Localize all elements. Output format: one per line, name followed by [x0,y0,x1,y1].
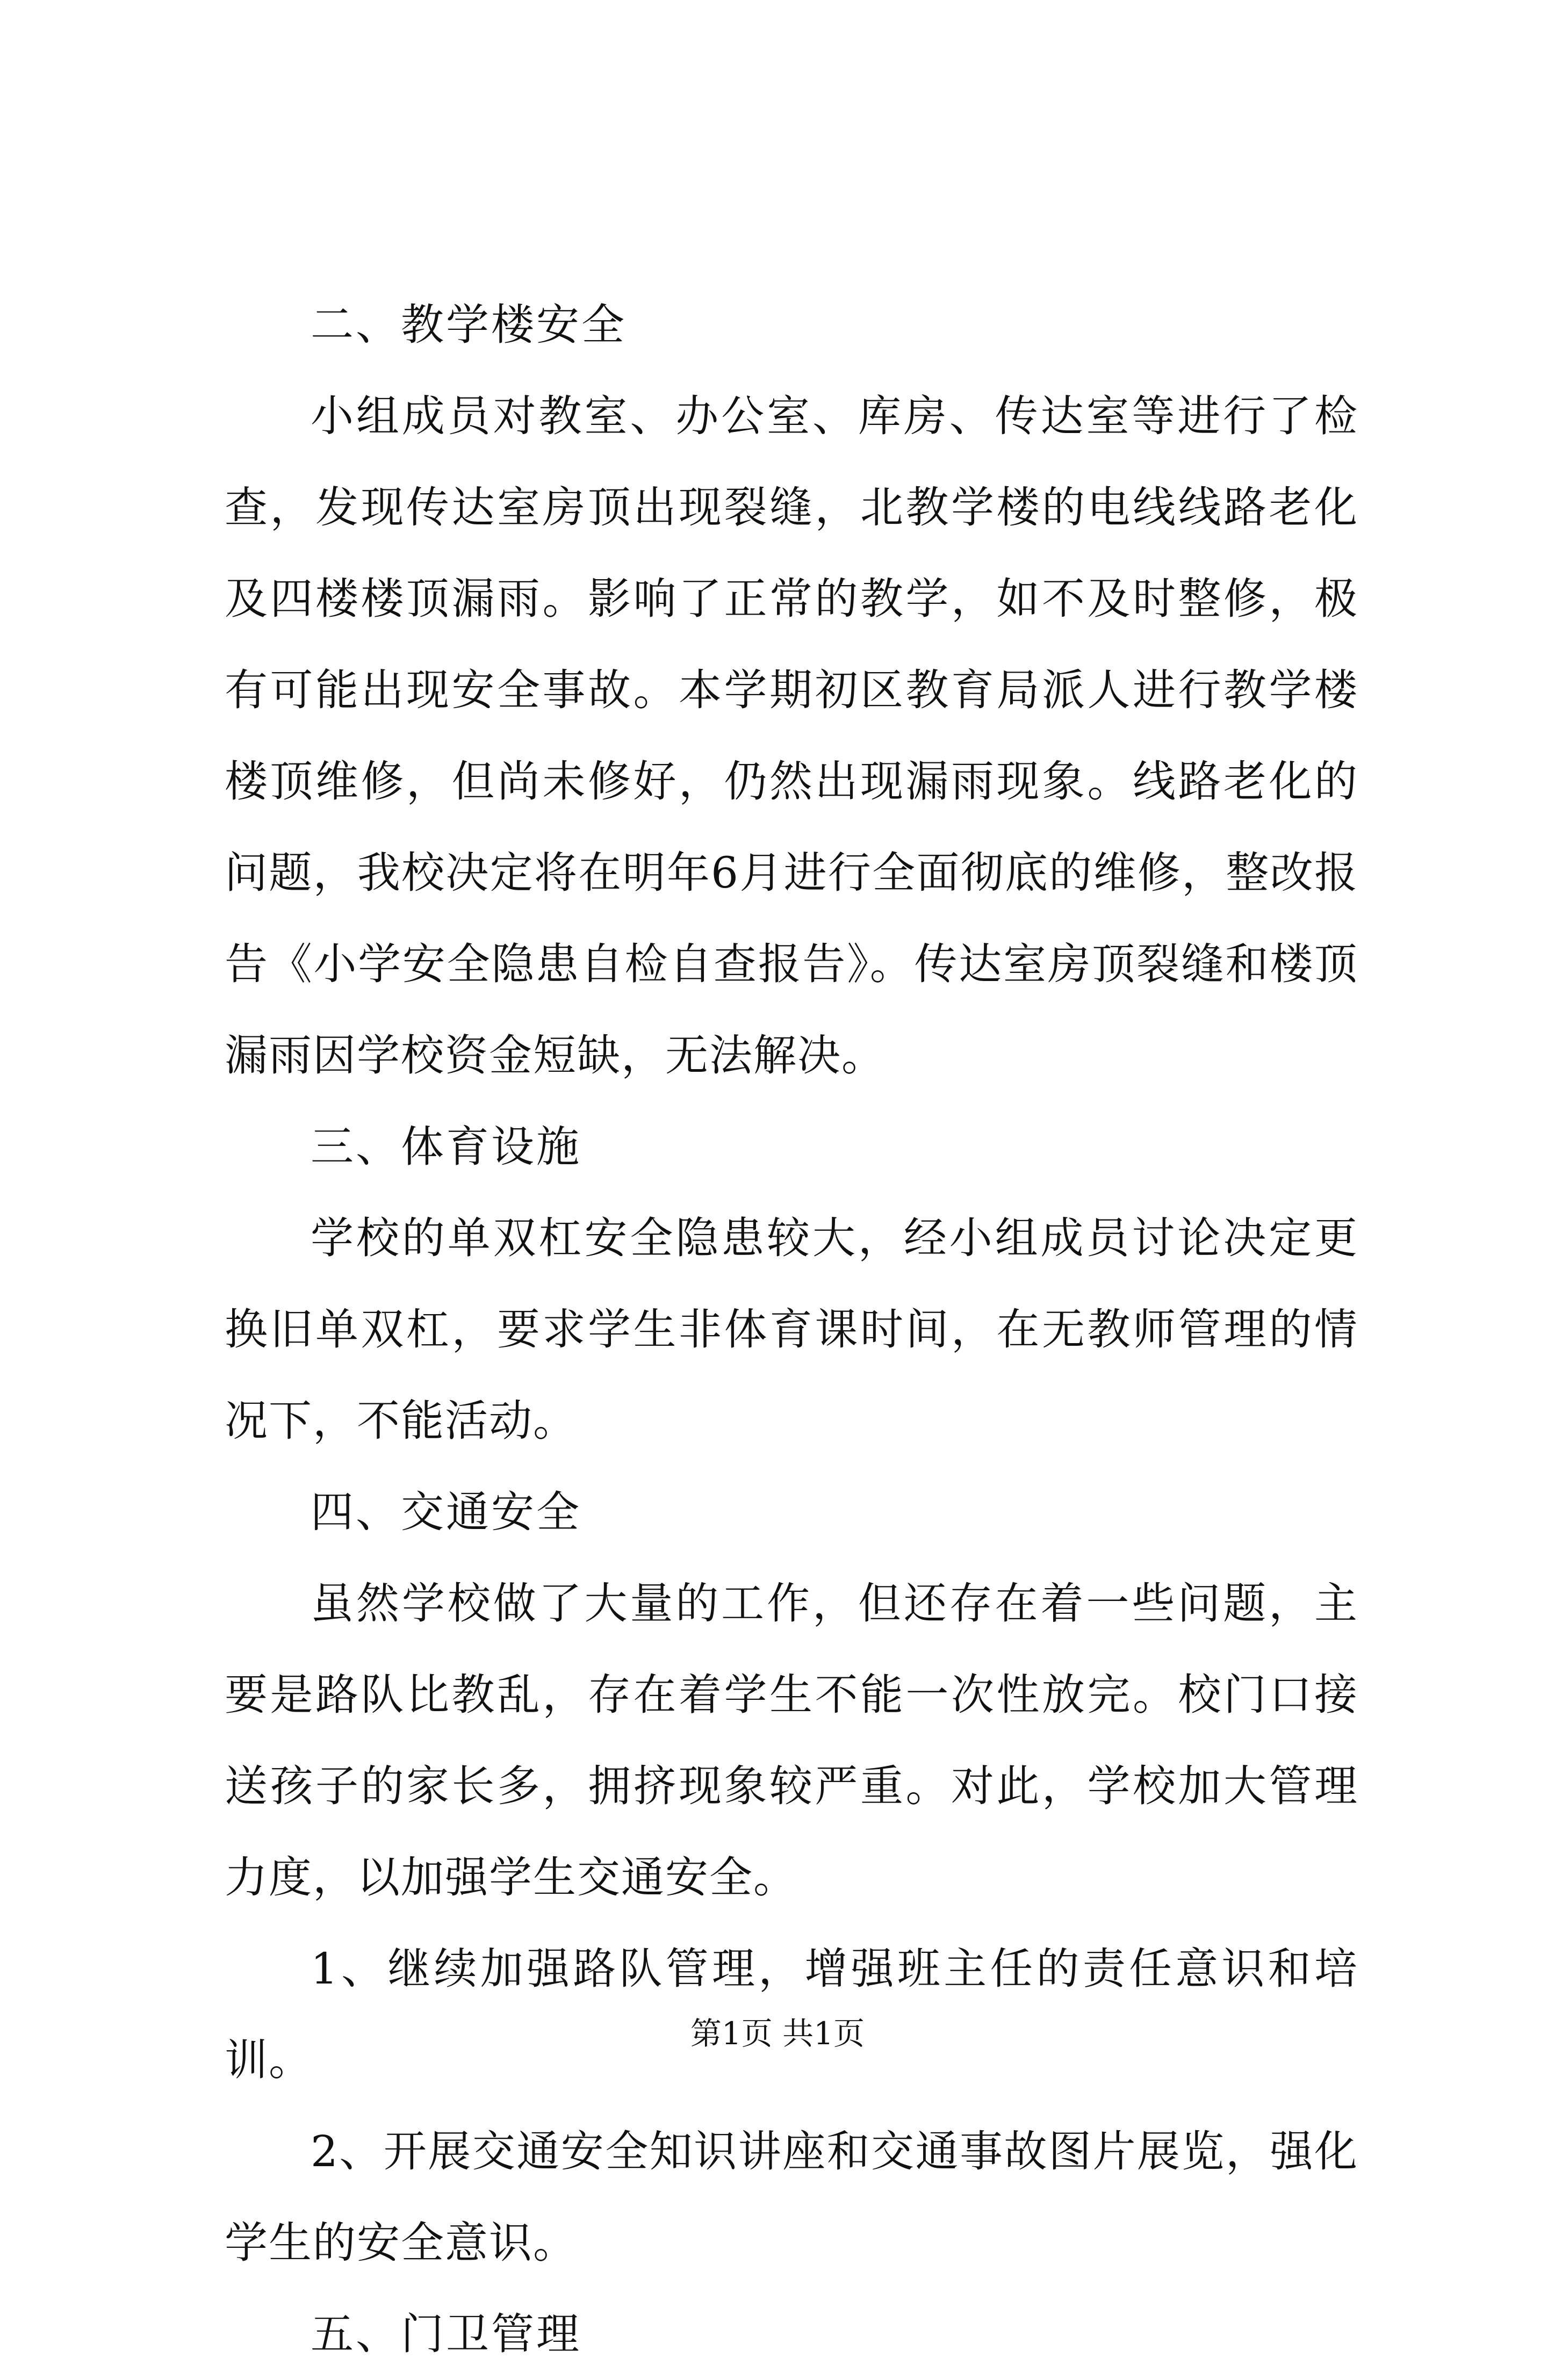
page-footer: 第1页 共1页 [690,2015,865,2052]
document-body [225,279,1358,2380]
paragraph-teaching-building: 小组成员对教室、办公室、库房、传达室等进行了检查，发现传达室房顶出现裂缝，北教学楼的电线线路老化及四楼楼顶漏雨。影响了正常的教学，如不及时整修，极有可能出现安全事故。本学期初区教育局派人进行教学楼楼顶维修，但尚未修好，仍然出现漏雨现象。线路老化的问题，我校决定将在明年6月进行全面彻底的维修，整改报告《小学安全隐患自检自查报告》。传达室房顶裂缝和楼顶漏雨因学校资金短缺，无法解决。 [225,391,1358,1080]
list-item-traffic-2: 2、开展交通安全知识讲座和交通事故图片展览，强化学生的安全意识。 [225,2126,1358,2268]
paragraph-sports-facilities: 学校的单双杠安全隐患较大，经小组成员讨论决定更换旧单双杠，要求学生非体育课时间，在无教师管理的情况下，不能活动。 [225,1213,1358,1446]
section-heading-gate-management: 五、门卫管理 [311,2309,581,2359]
paragraph-traffic-safety: 虽然学校做了大量的工作，但还存在着一些问题，主要是路队比教乱，存在着学生不能一次性放完。校门口接送孩子的家长多，拥挤现象较严重。对此，学校加大管理力度，以加强学生交通安全。 [225,1578,1358,1902]
section-heading-traffic-safety: 四、交通安全 [311,1487,581,1537]
section-heading-teaching-building: 二、教学楼安全 [311,300,627,350]
list-item-traffic-1: 1、继续加强路队管理，增强班主任的责任意识和培训。 [225,1944,1358,2085]
section-heading-sports-facilities: 三、体育设施 [311,1122,581,1172]
